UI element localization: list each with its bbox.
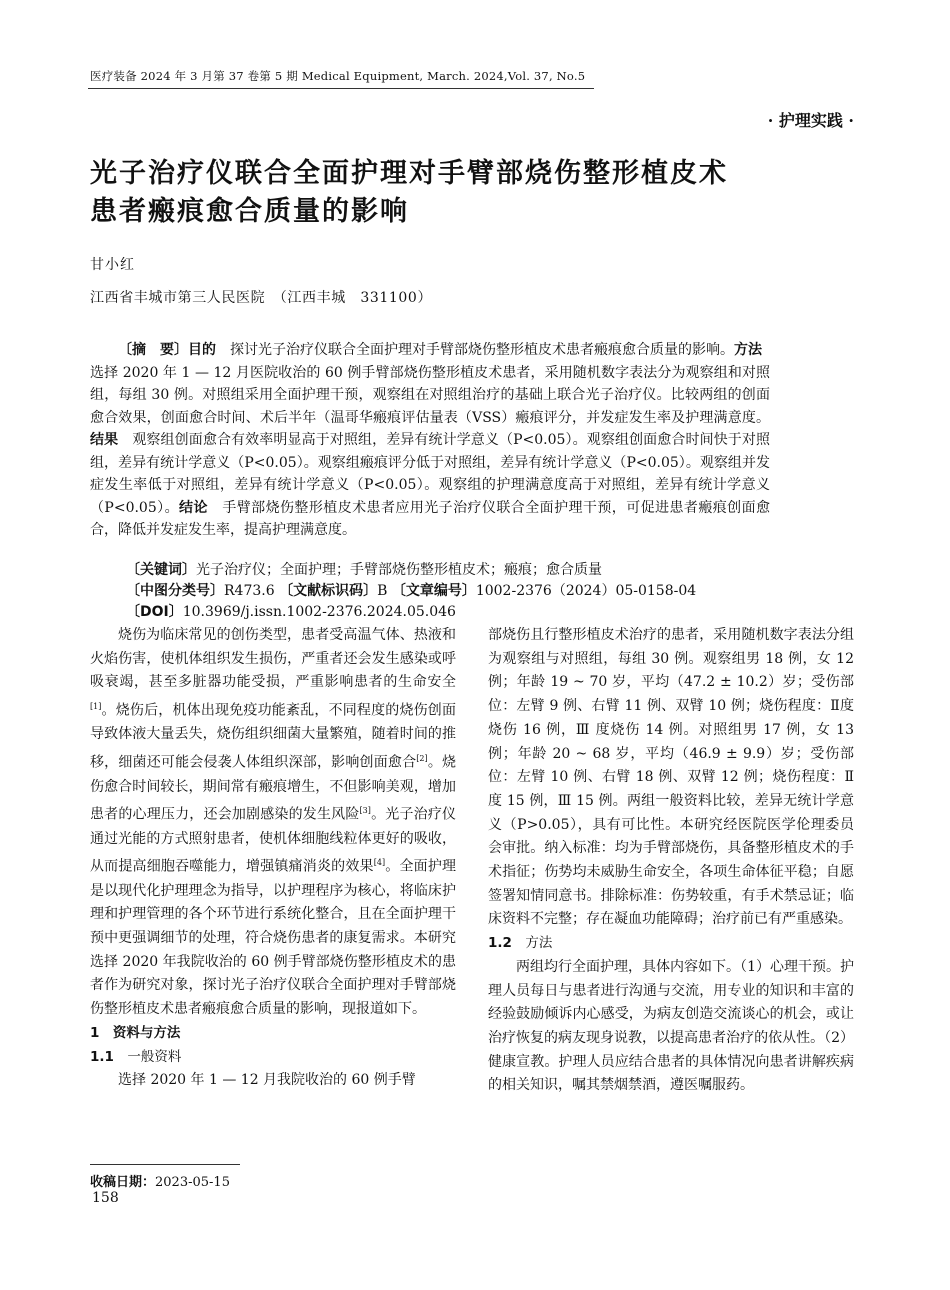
- received-date-line: [90, 1171, 230, 1190]
- intro-paragraph: [90, 624, 456, 1022]
- section-heading-1-1: [90, 1046, 456, 1070]
- keywords-line: [126, 559, 602, 579]
- section-title-1-2: 方法: [511, 935, 553, 952]
- section-heading-1: 1 资料与方法: [90, 1024, 181, 1041]
- paragraph-general-data: 选择 2020 年 1 — 12 月我院收治的 60 例手臂: [118, 1072, 416, 1089]
- intro-text-1: 烧伤为临床常见的创伤类型，患者受高温气体、热液和火焰伤害，使机体组织发生损伤，严重者还会发生感染或呼吸衰竭，甚至多脏器功能受损，严重影响患者的生命安全: [90, 627, 456, 691]
- result-label: 结果: [90, 432, 119, 448]
- citation-3[interactable]: [3]: [359, 806, 371, 816]
- paragraph-general-data-cont: 部烧伤且行整形植皮术治疗的患者，采用随机数字表法分组为观察组与对照组，每组 30 例。观察组男 18 例，女 12 例；年龄 19 ~ 70 岁，平均（47.2 ± 10.2）岁；受伤部位：左臂 9 例、右臂 11 例、双臂 10 例；烧伤程度：Ⅱ度烧伤 16 例，Ⅲ 度烧伤 14 例。对照组男 17 例，女 13 例；年龄 20 ~ 68 岁，平均（46.9 ± 9.9）岁；受伤部位：左臂 10 例、右臂 18 例、双臂 12 例；烧伤程度：Ⅱ 度 15 例，Ⅲ 15 例。两组一般资料比较，差异无统计学意义（P>0.05），具有可比性。本研究经医院医学伦理委员会审批。纳入标准：均为手臂部烧伤，具备整形植皮术的手术指征；伤势均未威胁生命安全，各项生命体征平稳；自愿签署知情同意书。排除标准：伤势较重，有手术禁忌证；临床资料不完整；存在凝血功能障碍；治疗前已有严重感染。: [488, 627, 854, 928]
- doi-label: 〔DOI〕: [126, 604, 183, 620]
- result-text: 观察组创面愈合有效率明显高于对照组，差异有统计学意义（P<0.05）。观察组创面愈合时间快于对照组，差异有统计学意义（P<0.05）。观察组瘢痕评分低于对照组，差异有统计学意义（P<0.05）。观察组并发症发生率低于对照组，差异有统计学意义（P<0.05）。观察组的护理满意度高于对照组，差异有统计学意义（P<0.05）。: [90, 432, 771, 516]
- classification-line: [126, 580, 696, 600]
- doccode-label: 〔文献标识码〕: [279, 583, 378, 599]
- section-heading-1-2: [488, 932, 854, 956]
- abstract: [90, 339, 776, 542]
- journal-header: 医疗装备 2024 年 3 月第 37 卷第 5 期 Medical Equipment, March. 2024,Vol. 37, No.5: [90, 69, 586, 83]
- citation-4[interactable]: [4]: [373, 858, 386, 868]
- intro-text-4: 。光子治疗仪通过光能的方式照射患者，使机体细胞线粒体更好的吸收，从而提高细胞吞噬能力，增强镇痛消炎的效果: [90, 806, 457, 875]
- purpose-text: 探讨光子治疗仪联合全面护理对手臂部烧伤整形植皮术患者瘢痕愈合质量的影响。: [216, 342, 734, 358]
- body-column-right: [488, 624, 854, 1098]
- body-column-left: [90, 624, 456, 1093]
- articleno-value: 1002-2376（2024）05-0158-04: [475, 583, 697, 599]
- doi-value[interactable]: 10.3969/j.issn.1002-2376.2024.05.046: [182, 604, 456, 620]
- clc-label: 〔中图分类号〕: [126, 583, 224, 599]
- footnote-rule: [90, 1164, 240, 1165]
- section-number-1-1: 1.1: [90, 1048, 114, 1065]
- received-label: 收稿日期：: [90, 1175, 156, 1190]
- citation-2[interactable]: [2]: [416, 754, 428, 764]
- intro-text-3: 。烧伤愈合时间较长，期间常有瘢痕增生，不但影响美观，增加患者的心理压力，还会加剧感染的发生风险: [90, 754, 457, 823]
- received-date: 2023-05-15: [155, 1175, 230, 1190]
- page-number: 158: [92, 1190, 119, 1206]
- conclusion-label: 结论: [179, 499, 208, 516]
- doi-line: [126, 601, 456, 621]
- abstract-label: 〔摘 要〕: [118, 342, 188, 358]
- paragraph-methods: 两组均行全面护理，具体内容如下。（1）心理干预。护理人员每日与患者进行沟通与交流，用专业的知识和丰富的经验鼓励倾诉内心感受，为病友创造交流谈心的机会，或让治疗恢复的病友现身说教，以提高患者治疗的依从性。（2）健康宣教。护理人员应结合患者的具体情况向患者讲解疾病的相关知识，嘱其禁烟禁酒，遵医嘱服药。: [488, 958, 854, 1094]
- article-title-line-2: 患者瘢痕愈合质量的影响: [90, 196, 409, 227]
- doccode-value: B: [377, 583, 388, 599]
- section-title-1-1: 一般资料: [113, 1048, 182, 1065]
- intro-text-2: 。烧伤后，机体出现免疫功能紊乱，不同程度的烧伤创面导致体液大量丢失，烧伤组织细菌大量繁殖，随着时间的推移，细菌还可能会侵袭人体组织深部，影响创面愈合: [90, 702, 456, 771]
- affiliation: 江西省丰城市第三人民医院 （江西丰城 331100）: [90, 290, 433, 306]
- intro-text-5: 。全面护理是以现代化护理理念为指导，以护理程序为核心，将临床护理和护理管理的各个环节进行系统化整合，且在全面护理干预中更强调细节的处理，符合烧伤患者的康复需求。本研究选择 2020 年我院收治的 60 例手臂部烧伤整形植皮术的患者作为研究对象，探讨光子治疗仪联合全面护理对手臂部烧伤整形植皮术患者瘢痕愈合质量的影响，现报道如下。: [90, 858, 457, 1018]
- section-tag: · 护理实践 ·: [767, 111, 854, 130]
- author: 甘小红: [90, 257, 135, 273]
- article-title-line-1: 光子治疗仪联合全面护理对手臂部烧伤整形植皮术: [90, 158, 728, 189]
- section-number-1-2: 1.2: [488, 935, 512, 952]
- conclusion-text: 手臂部烧伤整形植皮术患者应用光子治疗仪联合全面护理干预，可促进患者瘢痕创面愈合，降低并发症发生率，提高护理满意度。: [90, 499, 771, 538]
- clc-value: R473.6: [224, 583, 275, 599]
- method-label: 方法: [734, 342, 762, 358]
- purpose-label: 目的: [188, 342, 216, 358]
- keywords: 光子治疗仪；全面护理；手臂部烧伤整形植皮术；瘢痕；愈合质量: [196, 562, 602, 578]
- articleno-label: 〔文章编号〕: [391, 583, 476, 599]
- header-rule: [88, 88, 594, 89]
- citation-1[interactable]: [1]: [90, 702, 102, 712]
- keywords-label: 〔关键词〕: [126, 562, 196, 578]
- method-text: 选择 2020 年 1 — 12 月医院收治的 60 例手臂部烧伤整形植皮术患者，采用随机数字表法分为观察组和对照组，每组 30 例。对照组采用全面护理干预，观察组在对照组治疗的基础上联合光子治疗仪。比较两组的创面愈合效果，创面愈合时间、术后半年（温哥华瘢痕评估量表（VSS）瘢痕评分，并发症发生率及护理满意度。: [90, 342, 776, 426]
